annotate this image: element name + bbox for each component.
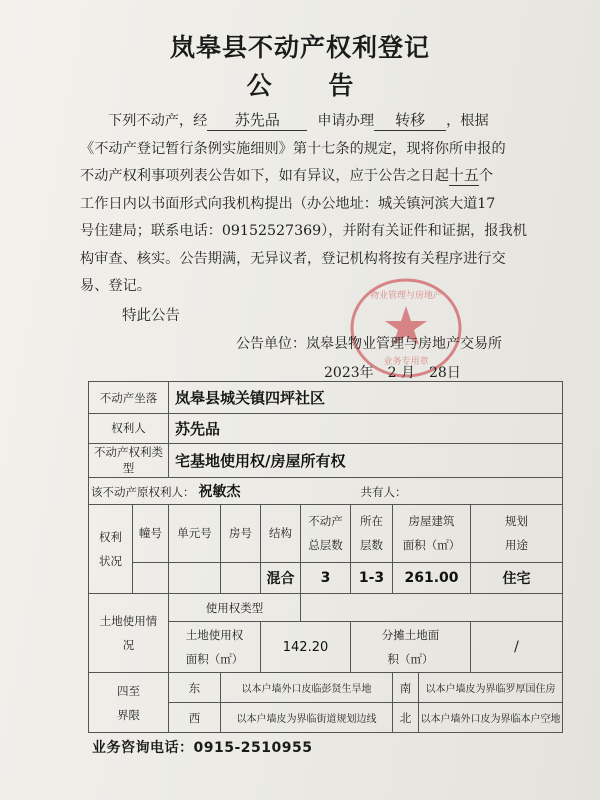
land-use-type-label: 使用权类型	[169, 593, 301, 622]
issuer-label: 公告单位：	[236, 336, 306, 352]
east-boundary: 以本户墙外口皮临彭贤生旱地	[221, 673, 393, 703]
applicant-name: 苏先品	[207, 110, 307, 131]
body-line1-mid: 申请办理	[317, 113, 375, 129]
issuer-name: 岚皋县物业管理与房地产交易所	[306, 336, 502, 352]
document-title: 岚皋县不动产权利登记	[169, 33, 430, 62]
shared-area-value: /	[471, 622, 563, 673]
floor-value: 1-3	[351, 562, 393, 593]
table-row	[89, 504, 563, 562]
body-line1-post: ，根据	[446, 113, 489, 129]
boundary-label: 四至 界限	[89, 673, 169, 733]
issue-date	[324, 362, 461, 382]
date-year: 2023年	[324, 365, 374, 381]
table-row	[89, 382, 563, 414]
unit-header: 单元号	[169, 504, 221, 562]
property-info-table	[88, 381, 563, 733]
south-boundary: 以本户墙皮为界临罗厚国住房	[419, 673, 563, 703]
orig-holder-label: 该不动产原权利人：	[91, 484, 195, 499]
svg-text:业务专用章: 业务专用章	[383, 357, 429, 367]
south-label: 南	[393, 673, 419, 703]
body-line5: 号住建局；联系电话：09152527369），并附有关证件和证据，报我机	[80, 223, 527, 239]
svg-text:物业管理与房地产: 物业管理与房地产	[369, 291, 443, 301]
closing-text: 特此公告	[122, 308, 180, 324]
table-row	[89, 478, 563, 505]
inquiry-phone: 业务咨询电话：0915-2510955	[92, 740, 313, 756]
table-row	[89, 562, 563, 593]
table-row	[89, 593, 563, 622]
body-line1-pre: 下列不动产，经	[108, 113, 208, 129]
orig-holder-value: 祝敏杰	[198, 483, 241, 500]
room-header: 房号	[221, 504, 261, 562]
table-row	[89, 414, 563, 444]
east-label: 东	[169, 673, 221, 703]
land-use-type-value	[301, 593, 563, 622]
location-label: 不动产坐落	[89, 382, 169, 414]
notice-body	[80, 108, 527, 301]
use-header: 规划 用途	[471, 504, 563, 562]
building-value	[133, 562, 169, 593]
north-boundary: 以本户墙外口皮为界临本户空地	[419, 703, 563, 733]
west-boundary: 以本户墙皮为界临街道规划边线	[221, 703, 393, 733]
north-label: 北	[393, 703, 419, 733]
holder-value: 苏先品	[169, 414, 563, 444]
document-subtitle: 公 告	[246, 71, 378, 100]
body-line4: 工作日内以书面形式向我机构提出（办公地址：城关镇河滨大道17	[80, 195, 496, 212]
total-floors-header: 不动产 总层数	[301, 504, 351, 562]
shared-area-label: 分摊土地面 积（㎡）	[351, 622, 471, 673]
co-owner-label: 共有人：	[360, 484, 407, 499]
right-type-value: 宅基地使用权/房屋所有权	[169, 443, 563, 477]
table-row	[89, 443, 563, 477]
west-label: 西	[169, 703, 221, 733]
body-line6: 构审查、核实。公告期满，无异议者，登记机构将按有关程序进行交	[80, 250, 506, 267]
holder-label: 权利人	[89, 414, 169, 444]
structure-header: 结构	[261, 504, 301, 562]
body-line2: 《不动产登记暂行条例实施细则》第十七条的规定，现将你所申报的	[80, 140, 506, 157]
unit-value	[169, 562, 221, 593]
right-type-label: 不动产权利类型	[89, 443, 169, 477]
body-line3-pre: 不动产权利事项列表公告如下，如有异议，应于公告之日起	[80, 168, 449, 184]
body-line7: 易、登记。	[80, 278, 151, 294]
floor-header: 所在 层数	[351, 504, 393, 562]
room-value	[221, 562, 261, 593]
date-day: 28日	[429, 365, 461, 381]
body-line3-post: 个	[478, 168, 494, 184]
location-value: 岚皋县城关镇四坪社区	[169, 382, 563, 414]
objection-days: 十五	[448, 166, 479, 184]
date-month: 2 月	[387, 365, 415, 381]
use-value: 住宅	[471, 562, 563, 593]
structure-value: 混合	[261, 562, 301, 593]
table-row	[89, 673, 563, 703]
transaction-type: 转移	[374, 110, 446, 131]
building-header: 幢号	[133, 504, 169, 562]
land-area-value: 142.20	[261, 622, 351, 673]
area-value: 261.00	[393, 562, 471, 593]
total-floors-value: 3	[301, 562, 351, 593]
land-use-label: 土地使用情 况	[89, 593, 169, 672]
land-area-label: 土地使用权 面积（㎡）	[169, 622, 261, 673]
area-header: 房屋建筑 面积（㎡）	[393, 504, 471, 562]
status-label: 权利 状况	[89, 504, 133, 593]
issuer-line	[236, 333, 502, 353]
